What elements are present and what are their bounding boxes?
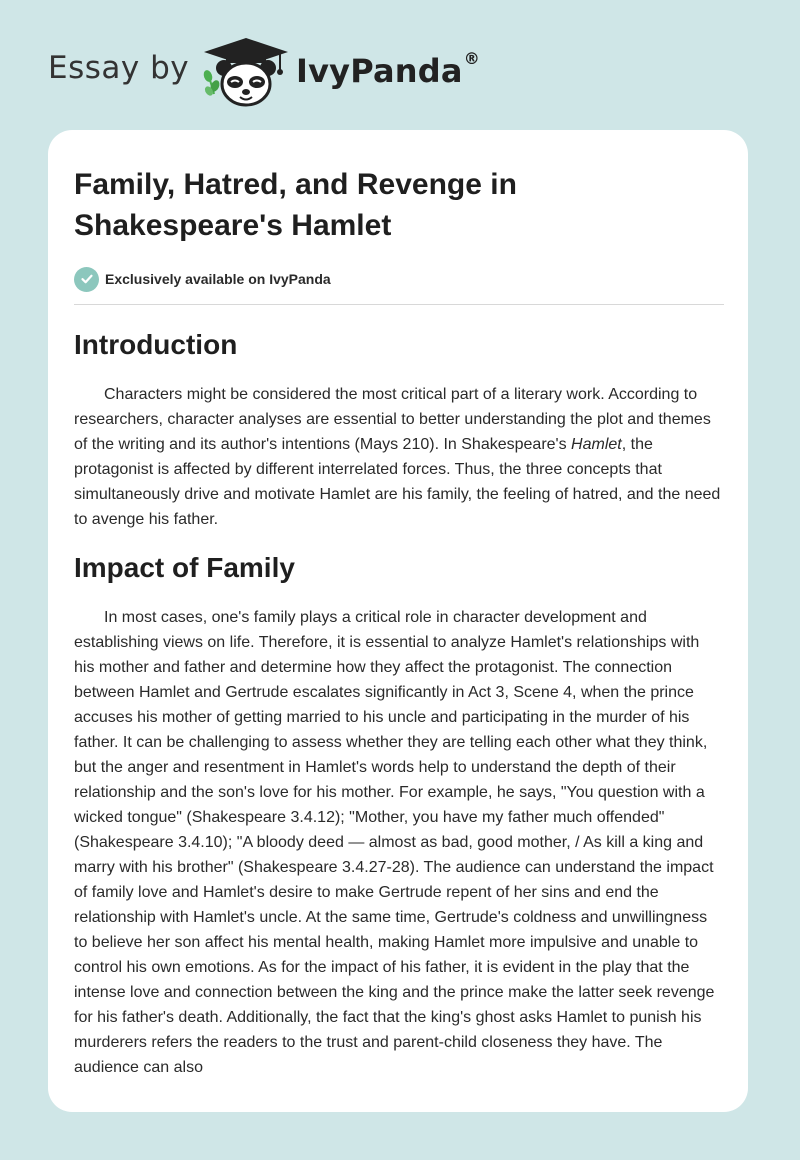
essay-title: Family, Hatred, and Revenge in Shakespeare's Hamlet: [74, 168, 517, 242]
section-heading-impact-of-family: Impact of Family: [74, 552, 295, 583]
site-header: [0, 0, 800, 120]
exclusive-badge: [74, 266, 724, 292]
brand-name[interactable]: IvyPanda®: [296, 49, 480, 90]
title-divider: [74, 304, 724, 305]
essay-card: [48, 130, 748, 1112]
impact-of-family-paragraph: In most cases, one's family plays a critical role in character development and establishing views on life. Therefore, it is essential to analyze Hamlet's relationships with his mother and father and determine how they affect the protagonist. The connection between Hamlet and Gertrude escalates significantly in Act 3, Scene 4, when the prince accuses his mother of getting married to his uncle and participating in the murder of his father. It can be challenging to assess whether they are telling each other what they think, but the anger and resentment in Hamlet's words help to understand the depth of their relationship and the son's love for his mother. For example, he says, "You question with a wicked tongue" (Shakespeare 3.4.12); "Mother, you have my father much offended" (Shakespeare 3.4.10); "A bloody deed — almost as bad, good mother, / As kill a king and marry with his brother" (Shakespeare 3.4.27-28). The audience can understand the impact of family love and Hamlet's desire to make Gertrude repent of her sins and end the relationship with Hamlet's uncle. At the same time, Gertrude's coldness and unwillingness to believe her son affect his mental health, making Hamlet more impulsive and unable to control his own emotions. As for the impact of his father, it is evident in the play that the intense love and connection between the king and the prince make the latter seek revenge for his father's death. Additionally, the fact that the king's ghost asks Hamlet to punish his murderers refers the readers to the trust and parent-child closeness they have. The audience can also: [74, 609, 715, 1076]
check-icon: [74, 267, 99, 292]
section-heading-introduction: Introduction: [74, 329, 238, 360]
hamlet-italic: Hamlet: [571, 436, 622, 453]
introduction-paragraph: Characters might be considered the most critical part of a literary work. According to researchers, character analyses are essential to better understanding the plot and themes of the writing and its author's intentions (Mays 210). In Shakespeare's Hamlet, the protagonist is affected by different interrelated forces. Thus, the three concepts that simultaneously drive and motivate Hamlet are his family, the feeling of hatred, and the need to avenge his father.: [74, 386, 721, 528]
panda-logo-icon[interactable]: [200, 36, 292, 108]
exclusive-badge-text: Exclusively available on IvyPanda: [105, 271, 331, 287]
registered-mark: ®: [463, 49, 480, 69]
essay-by-label: Essay by: [48, 50, 190, 86]
